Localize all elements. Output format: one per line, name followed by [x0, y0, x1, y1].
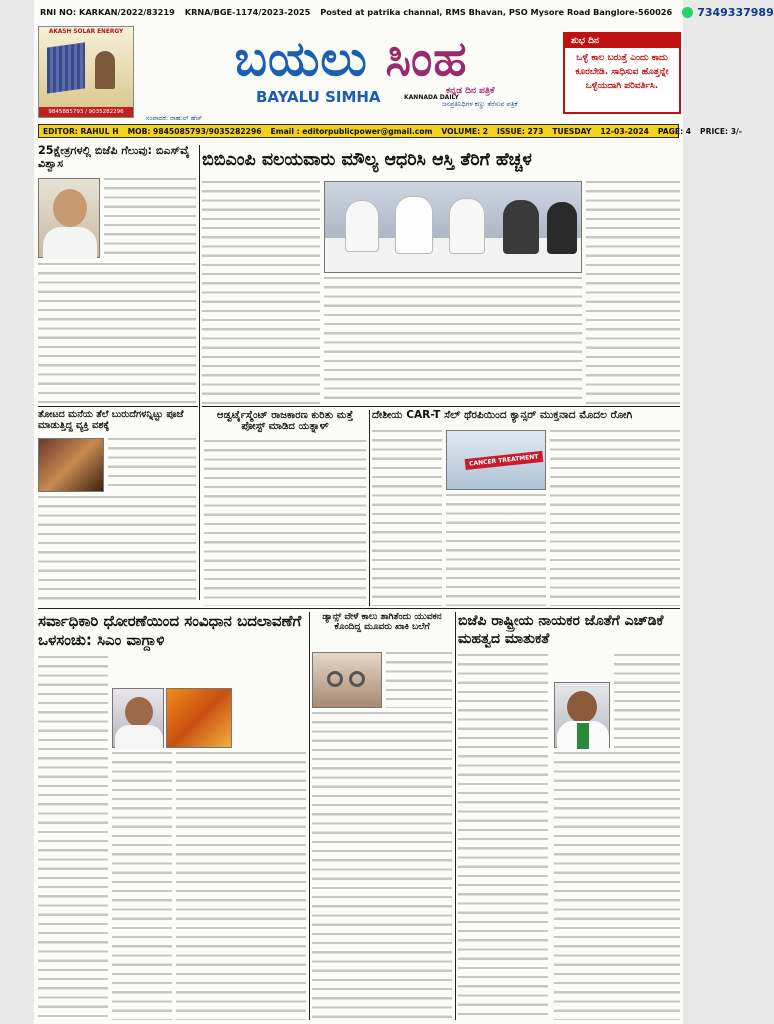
- editor-name: EDITOR: RAHUL H: [43, 126, 119, 136]
- article-text: [202, 181, 320, 406]
- newspaper-page: [34, 0, 774, 1024]
- article-text: [108, 438, 196, 492]
- article-skulls: [38, 410, 196, 600]
- article-yatnal: [204, 410, 366, 606]
- photo-kumaraswamy: [554, 682, 610, 748]
- volume: VOLUME: 2: [441, 126, 489, 136]
- phone-number: 7349337989: [682, 6, 774, 19]
- person-image: [95, 51, 115, 89]
- column-rule: [199, 145, 200, 600]
- article-text: [112, 752, 172, 1020]
- article-cm: [38, 612, 306, 1020]
- article-text: [550, 430, 680, 606]
- subha-dina-heading: ಶುಭ ದಿನ: [565, 34, 679, 48]
- weekday: TUESDAY: [552, 126, 592, 136]
- article-text: [458, 654, 548, 1020]
- subha-dina-box: [563, 32, 681, 114]
- article-text: [446, 494, 546, 606]
- article-text: [614, 654, 680, 748]
- photo-skull-ritual: [38, 438, 104, 492]
- price: PRICE: 3/-: [700, 126, 742, 136]
- headline-cart: ದೇಶೀಯ CAR-T ಸೆಲ್ ಥೆರಪಿಯಿಂದ ಕ್ಯಾನ್ಸರ್ ಮುಕ್ತನಾದ ಮೊದಲ ರೋಗಿ: [372, 409, 633, 421]
- photo-cancer-treatment: [446, 430, 546, 490]
- ad-title: AKASH SOLAR ENERGY: [48, 29, 124, 35]
- posted-at: Posted at patrika channal, RMS Bhavan, PSO Mysore Road Banglore-560026: [320, 7, 673, 17]
- daily-kannada: ಕನ್ನಡ ದಿನ ಪತ್ರಿಕೆ: [446, 86, 495, 96]
- cancer-sign: CANCER TREATMENT: [465, 451, 543, 470]
- article-hdk: [458, 612, 680, 1020]
- section-rule: [202, 406, 680, 407]
- info-bar: [38, 124, 742, 138]
- article-text: [104, 178, 196, 258]
- rni-number: RNI NO: KARKAN/2022/83219: [40, 7, 175, 17]
- issue-date: 12-03-2024: [600, 126, 649, 136]
- article-text: [38, 263, 196, 403]
- email: Email : editorpublicpower@gmail.com: [270, 126, 433, 136]
- article-text: [38, 656, 108, 1020]
- issue: ISSUE: 273: [497, 126, 544, 136]
- mobile-numbers: MOB: 9845085793/9035282296: [127, 126, 262, 136]
- subha-dina-text: ಒಳ್ಳೆ ಕಾಲ ಬರುತ್ತೆ ಎಂದು ಕಾದು ಕೂರಬೇಡಿ. ಸಾಧಿಸುವ ಹೊತ್ತನ್ನೇ ಒಳ್ಳೆಯದಾಗಿ ಪರಿವರ್ತಿಸಿ.: [575, 53, 669, 91]
- headline-bbmp: ಬಿಬಿಎಂಪಿ ವಲಯವಾರು ಮೌಲ್ಯ ಆಧರಿಸಿ ಆಸ್ತಿ ತೆರಿಗೆ ಹೆಚ್ಚಳ: [202, 150, 532, 170]
- title-english: BAYALU SIMHA: [256, 88, 381, 106]
- tagline: ಜನಪ್ರತಿನಿಧಿಗಳ ಕಣ್ಣು ತೆರೆಸುವ ಪತ್ರಿಕೆ: [442, 100, 518, 108]
- editor-kannada: ಸಂಪಾದಕ: ರಾಹುಲ್ ಹೆಚ್: [146, 114, 203, 122]
- article-text: [38, 496, 196, 600]
- solar-advertisement: [38, 26, 134, 118]
- article-dance: [312, 612, 452, 1020]
- solar-panel-image: [47, 42, 85, 93]
- article-text: [554, 752, 680, 1020]
- headline-bsy: 25ಕ್ಷೇತ್ರಗಳಲ್ಲಿ ಬಿಜೆಪಿ ಗೆಲುವು: ಬಿಎಸ್‌ವೈ ವಿಶ್ವಾಸ: [38, 144, 190, 170]
- article-bsy: [38, 145, 196, 403]
- photo-rally: [166, 688, 232, 748]
- registration-line: [34, 0, 774, 24]
- photo-press-meet: [324, 181, 582, 273]
- article-text: [324, 277, 582, 406]
- krna-number: KRNA/BGE-1174/2023-2025: [184, 7, 311, 17]
- title-part-2: ಸಿಂಹ: [385, 31, 468, 87]
- headline-dance: ಡ್ಯಾನ್ಸ್ ವೇಳೆ ಕಾಲು ತಾಗಿತೆಂದು ಯುವಕನ ಕೊಂದಿದ್ದ ಮೂವರು ಖಾಕಿ ಬಲೆಗೆ: [322, 612, 442, 633]
- article-text: [176, 752, 306, 1020]
- headline-yatnal: ಆಡ್ವರ್ಟೈಸ್ಮೆಂಟ್ ರಾಜಕಾರಣ ಕುರಿತು ಮತ್ತೆ ಪೋಸ್ಟ್ ಮಾಡಿದ ಯತ್ನಾಳ್: [216, 410, 354, 433]
- page-number: PAGE: 4: [657, 126, 692, 136]
- article-text: [386, 652, 452, 708]
- column-rule: [455, 612, 456, 1020]
- article-text: [204, 440, 366, 606]
- headline-skulls: ತೋಟದ ಮನೆಯ ತೆಲೆ ಬುರುದೆಗಳನ್ನಿಟ್ಟು ಪೂಜೆ ಮಾಡುತ್ತಿದ್ದ ವ್ಯಕ್ತಿ ವಶಕ್ಕೆ: [38, 409, 184, 431]
- column-rule: [369, 410, 370, 606]
- column-rule: [309, 612, 310, 1020]
- newspaper-logo: [146, 30, 556, 122]
- headline-cm: ಸರ್ವಾಧಿಕಾರಿ ಧೋರಣೆಯಿಂದ ಸಂವಿಧಾನ ಬದಲಾವಣೆಗೆ ಒಳಸಂಚು: ಸಿಎಂ ವಾಗ್ದಾಳಿ: [38, 612, 302, 649]
- daily-english: KANNADA DAILY: [404, 94, 459, 101]
- title-part-1: ಬಯಲು: [234, 31, 368, 87]
- headline-hdk: ಬಿಜೆಪಿ ರಾಷ್ಟ್ರೀಯ ನಾಯಕರ ಜೊತೆಗೆ ಎಚ್‌ಡಿಕೆ ಮಹತ್ವದ ಮಾತುಕತೆ: [458, 613, 664, 647]
- photo-yediyurappa: [38, 178, 100, 258]
- section-rule: [38, 406, 198, 407]
- photo-siddaramaiah: [112, 688, 164, 748]
- ad-footer: 9845885793 / 9035282296: [39, 107, 133, 117]
- photo-handcuffs: [312, 652, 382, 708]
- article-cart: [372, 410, 680, 606]
- whatsapp-icon: [682, 7, 693, 18]
- article-text: [586, 181, 680, 406]
- article-text: [372, 430, 442, 606]
- section-rule: [38, 608, 680, 609]
- article-text: [312, 712, 452, 1020]
- lead-headline-box: [202, 145, 680, 177]
- masthead: [34, 24, 683, 124]
